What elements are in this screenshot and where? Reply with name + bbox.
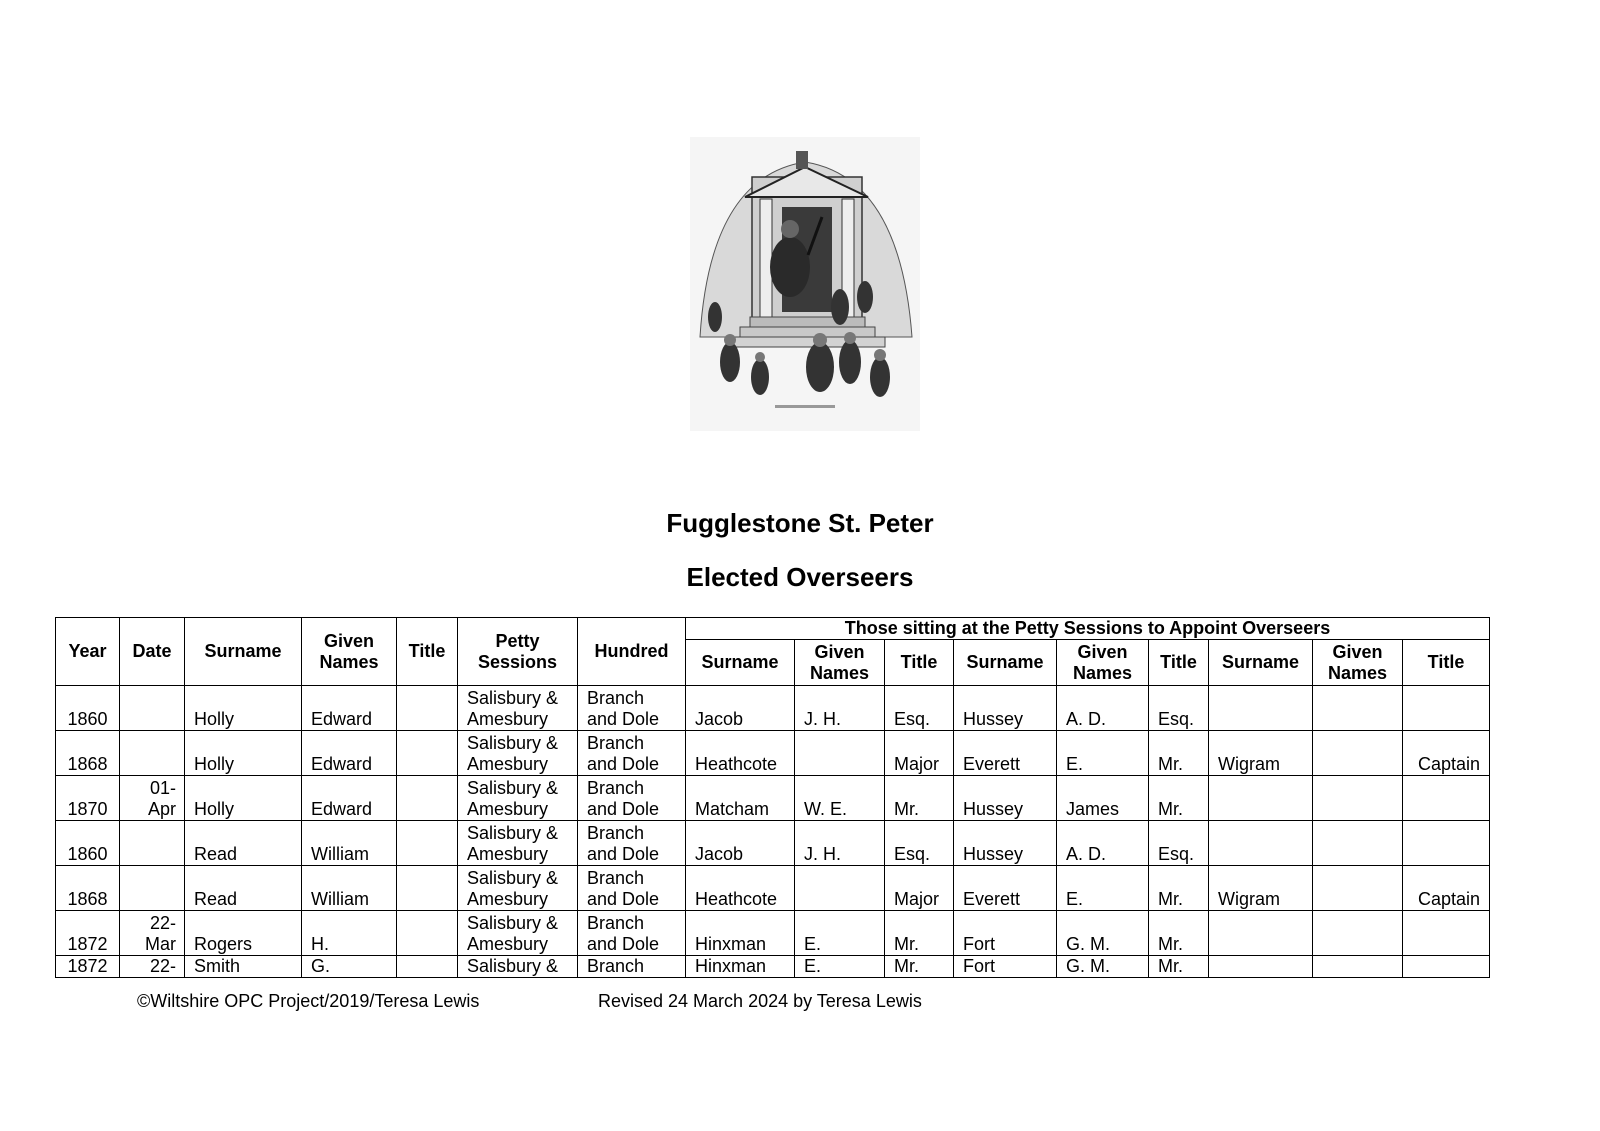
table-cell: James (1057, 776, 1149, 821)
table-cell (120, 731, 185, 776)
sub-header-cell: Title (885, 640, 954, 686)
table-cell (1209, 686, 1313, 731)
table-row (56, 911, 1490, 956)
table-cell: Esq. (1149, 686, 1209, 731)
sub-header-cell: Given Names (1313, 640, 1403, 686)
table-cell: Branch and Dole (578, 776, 686, 821)
table-cell: G. M. (1057, 911, 1149, 956)
table-cell (1209, 776, 1313, 821)
table-cell (1313, 821, 1403, 866)
table-cell: Hussey (954, 821, 1057, 866)
table-cell: Esq. (885, 821, 954, 866)
table-cell: Captain (1403, 731, 1490, 776)
header-hundred: Hundred (578, 618, 686, 686)
sub-header-cell: Surname (954, 640, 1057, 686)
table-cell: 1860 (56, 821, 120, 866)
page-title: Fugglestone St. Peter (666, 508, 934, 538)
table-cell (397, 866, 458, 911)
table-cell (1403, 956, 1490, 978)
table-body (56, 686, 1490, 978)
table-cell: Jacob (686, 686, 795, 731)
table-cell: J. H. (795, 686, 885, 731)
table-cell: 1872 (56, 956, 120, 978)
table-cell: Heathcote (686, 731, 795, 776)
sub-header-cell: Given Names (795, 640, 885, 686)
table-cell: 1860 (56, 686, 120, 731)
table-cell: Wigram (1209, 731, 1313, 776)
table-cell (397, 911, 458, 956)
table-cell: Holly (185, 686, 302, 731)
table-cell (397, 776, 458, 821)
table-cell: 22-Mar (120, 911, 185, 956)
sub-header-cell: Surname (1209, 640, 1313, 686)
table-cell (1313, 686, 1403, 731)
table-cell: Jacob (686, 821, 795, 866)
header-given-names: Given Names (302, 618, 397, 686)
table-cell (1313, 866, 1403, 911)
table-cell (795, 866, 885, 911)
table-cell (1403, 776, 1490, 821)
table-cell: Hinxman (686, 911, 795, 956)
table-cell: Mr. (885, 776, 954, 821)
table-cell (1313, 776, 1403, 821)
table-cell: Salisbury & (458, 956, 578, 978)
table-cell: A. D. (1057, 821, 1149, 866)
sub-header-cell: Title (1403, 640, 1490, 686)
sub-header-cell: Surname (686, 640, 795, 686)
engraving-illustration (690, 137, 920, 431)
table-cell: Heathcote (686, 866, 795, 911)
table-cell (1209, 821, 1313, 866)
table-row (56, 866, 1490, 911)
header-date: Date (120, 618, 185, 686)
table-cell: Major (885, 731, 954, 776)
table-cell: Wigram (1209, 866, 1313, 911)
table-cell: E. (795, 911, 885, 956)
table-cell: Mr. (1149, 911, 1209, 956)
table-cell: Edward (302, 731, 397, 776)
header-group: Those sitting at the Petty Sessions to Appoint Overseers (686, 618, 1490, 640)
table-cell: Captain (1403, 866, 1490, 911)
table-cell: Esq. (1149, 821, 1209, 866)
table-cell: Branch and Dole (578, 821, 686, 866)
table-cell: E. (795, 956, 885, 978)
table-cell: Everett (954, 731, 1057, 776)
header-year: Year (56, 618, 120, 686)
table-cell: Read (185, 821, 302, 866)
table-cell: Branch and Dole (578, 686, 686, 731)
table-cell: E. (1057, 731, 1149, 776)
table-cell: H. (302, 911, 397, 956)
table-cell: 1868 (56, 731, 120, 776)
footer-copyright: ©Wiltshire OPC Project/2019/Teresa Lewis (137, 991, 480, 1011)
table-cell: Edward (302, 776, 397, 821)
table-cell (1403, 821, 1490, 866)
table-cell (397, 686, 458, 731)
table-cell: Salisbury & Amesbury (458, 686, 578, 731)
table-row (56, 686, 1490, 731)
table-cell: Edward (302, 686, 397, 731)
table-cell (1313, 911, 1403, 956)
table-cell: Smith (185, 956, 302, 978)
table-cell: Read (185, 866, 302, 911)
table-row (56, 956, 1490, 978)
table-cell: A. D. (1057, 686, 1149, 731)
table-cell (397, 731, 458, 776)
table-cell (120, 686, 185, 731)
page-subtitle: Elected Overseers (686, 562, 914, 592)
table-cell: Branch and Dole (578, 731, 686, 776)
table-cell: Mr. (885, 911, 954, 956)
table-cell: Matcham (686, 776, 795, 821)
table-cell: 1868 (56, 866, 120, 911)
table-cell (397, 821, 458, 866)
table-cell: Salisbury & Amesbury (458, 821, 578, 866)
table-cell: William (302, 821, 397, 866)
table-cell: Holly (185, 776, 302, 821)
table-cell: E. (1057, 866, 1149, 911)
table-cell (120, 866, 185, 911)
table-cell: Salisbury & Amesbury (458, 731, 578, 776)
table-cell: 1872 (56, 911, 120, 956)
table-cell: Mr. (1149, 956, 1209, 978)
header-title: Title (397, 618, 458, 686)
table-cell: Major (885, 866, 954, 911)
sub-header-cell: Title (1149, 640, 1209, 686)
sub-header-cell: Given Names (1057, 640, 1149, 686)
table-cell: Salisbury & Amesbury (458, 776, 578, 821)
table-cell (1209, 956, 1313, 978)
table-cell: W. E. (795, 776, 885, 821)
overseers-table (55, 617, 1490, 978)
table-cell: Everett (954, 866, 1057, 911)
engraving-icon (690, 137, 920, 431)
table-cell (397, 956, 458, 978)
table-cell: Mr. (1149, 776, 1209, 821)
header-surname: Surname (185, 618, 302, 686)
table-cell: Mr. (1149, 731, 1209, 776)
table-cell: Mr. (1149, 866, 1209, 911)
table-cell: Rogers (185, 911, 302, 956)
table-cell (1209, 911, 1313, 956)
table-cell: William (302, 866, 397, 911)
table-cell (795, 731, 885, 776)
table-cell: Branch and Dole (578, 866, 686, 911)
table-cell: Salisbury & Amesbury (458, 866, 578, 911)
table-cell: Branch (578, 956, 686, 978)
table-cell: J. H. (795, 821, 885, 866)
table-row (56, 821, 1490, 866)
table-cell: Hussey (954, 776, 1057, 821)
header-petty-sessions: Petty Sessions (458, 618, 578, 686)
table-cell (120, 821, 185, 866)
table-cell: Branch and Dole (578, 911, 686, 956)
table-cell (1403, 911, 1490, 956)
table-cell (1403, 686, 1490, 731)
table-cell: Hinxman (686, 956, 795, 978)
table-cell: 22- (120, 956, 185, 978)
table-cell: 1870 (56, 776, 120, 821)
table-cell: Salisbury & Amesbury (458, 911, 578, 956)
footer-revised: Revised 24 March 2024 by Teresa Lewis (598, 991, 922, 1011)
table-cell: Fort (954, 956, 1057, 978)
table-cell: Fort (954, 911, 1057, 956)
table-cell: Mr. (885, 956, 954, 978)
table-row (56, 776, 1490, 821)
table-cell: G. M. (1057, 956, 1149, 978)
table-cell: Holly (185, 731, 302, 776)
table-cell (1313, 956, 1403, 978)
table-row (56, 731, 1490, 776)
table-cell: G. (302, 956, 397, 978)
table-cell (1313, 731, 1403, 776)
table-cell: Esq. (885, 686, 954, 731)
table-cell: 01-Apr (120, 776, 185, 821)
table-cell: Hussey (954, 686, 1057, 731)
